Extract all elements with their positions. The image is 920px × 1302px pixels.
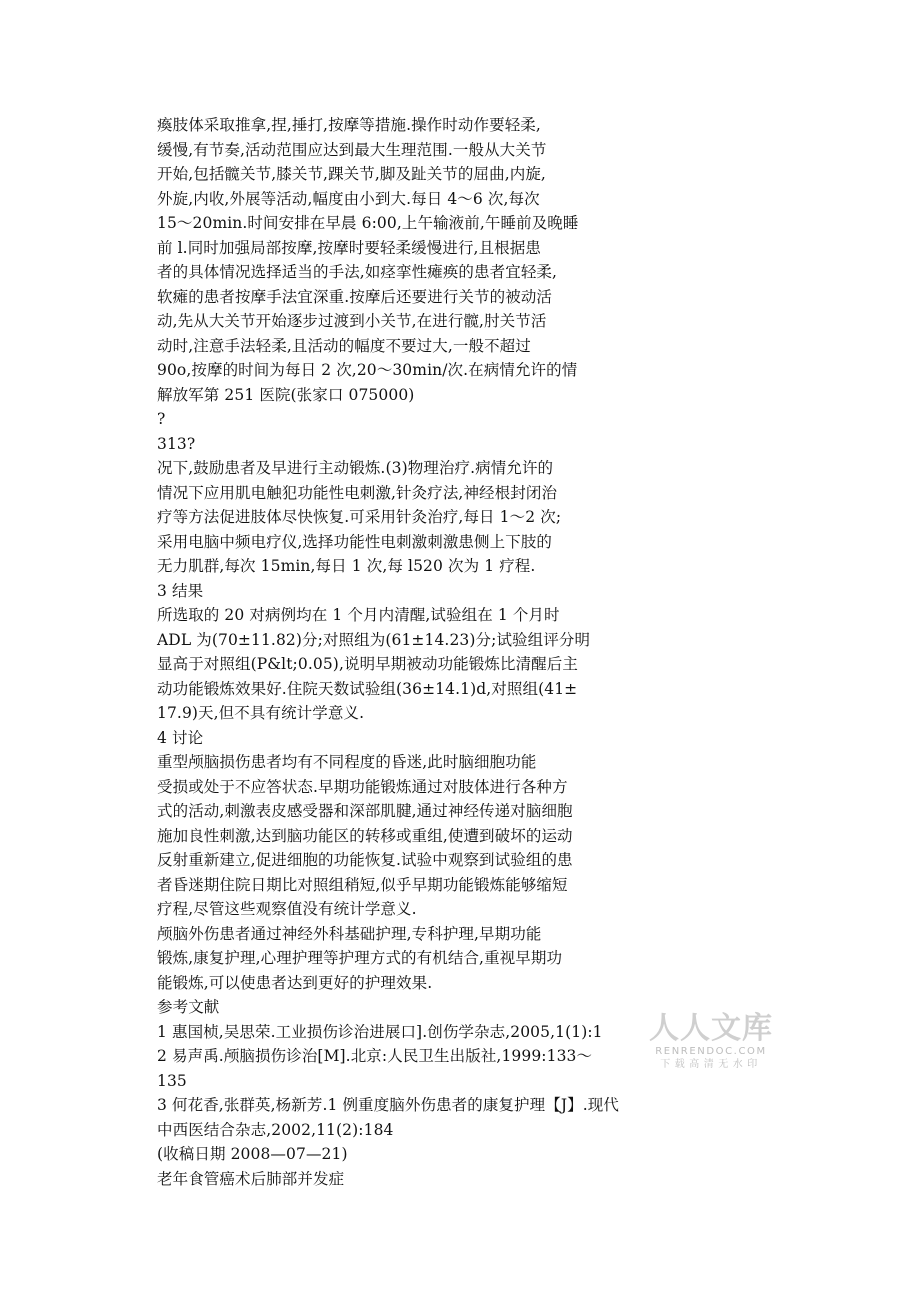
text-line: 2 易声禹.颅脑损伤诊治[M].北京:人民卫生出版社,1999:133～ xyxy=(157,1047,593,1065)
text-line: ? xyxy=(157,410,166,428)
text-line: 3 何花香,张群英,杨新芳.1 例重度脑外伤患者的康复护理【J】.现代 xyxy=(157,1096,620,1114)
watermark-subtitle: 下载高清无水印 xyxy=(660,1059,762,1070)
text-line: 况下,鼓励患者及早进行主动锻炼.(3)物理治疗.病情允许的 xyxy=(157,459,554,477)
text-line: (收稿日期 2008—07—21) xyxy=(157,1145,348,1163)
watermark-logo xyxy=(646,1012,776,1072)
text-line: 老年食管癌术后肺部并发症 xyxy=(157,1169,345,1188)
text-line: 瘓肢体采取推拿,捏,捶打,按摩等措施.操作时动作要轻柔, xyxy=(157,116,541,134)
text-line: 3 结果 xyxy=(157,581,204,600)
text-line: 中西医结合杂志,2002,11(2):184 xyxy=(157,1120,394,1139)
text-line: 锻炼,康复护理,心理护理等护理方式的有机结合,重视早期功 xyxy=(157,949,563,967)
text-line: 313? xyxy=(157,434,196,453)
text-line: ADL 为(70±11.82)分;对照组为(61±14.23)分;试验组评分明 xyxy=(157,630,591,649)
watermark-url: RENRENDOC.COM xyxy=(655,1046,767,1057)
text-line: 能锻炼,可以使患者达到更好的护理效果. xyxy=(157,973,433,992)
text-line: 颅脑外伤患者通过神经外科基础护理,专科护理,早期功能 xyxy=(157,924,542,943)
text-line: 所选取的 20 对病例均在 1 个月内清醒,试验组在 1 个月时 xyxy=(157,606,560,624)
text-line: 4 讨论 xyxy=(157,728,204,747)
text-line: 15～20min.时间安排在早晨 6:00,上午输液前,午睡前及晚睡 xyxy=(157,214,579,232)
text-line: 90o,按摩的时间为每日 2 次,20～30min/次.在病情允许的情 xyxy=(157,361,578,379)
text-line: 显高于对照组(P&lt;0.05),说明早期被动功能锻炼比清醒后主 xyxy=(157,655,578,673)
watermark-title: 人人文库 xyxy=(649,1011,773,1046)
text-line: 受损或处于不应答状态.早期功能锻炼通过对肢体进行各种方 xyxy=(157,777,568,796)
text-line: 反射重新建立,促进细胞的功能恢复.试验中观察到试验组的患 xyxy=(157,851,573,869)
text-line: 缓慢,有节奏,活动范围应达到最大生理范围.一般从大关节 xyxy=(157,140,547,159)
text-line: 动,先从大关节开始逐步过渡到小关节,在进行髋,肘关节活 xyxy=(157,312,547,330)
text-line: 135 xyxy=(157,1071,187,1090)
text-line: 外旋,内收,外展等活动,幅度由小到大.每日 4～6 次,每次 xyxy=(157,189,540,208)
text-line: 解放军第 251 医院(张家口 075000) xyxy=(157,385,415,404)
text-line: 疗程,尽管这些观察值没有统计学意义. xyxy=(157,900,417,918)
text-line: 者昏迷期住院日期比对照组稍短,似乎早期功能锻炼能够缩短 xyxy=(157,875,568,894)
text-line: 采用电脑中频电疗仪,选择功能性电刺激刺激患侧上下肢的 xyxy=(157,532,553,551)
text-line: 情况下应用肌电触犯功能性电刺激,针灸疗法,神经根封闭治 xyxy=(157,483,558,502)
text-line: 1 惠国桢,吴思荣.工业损伤诊治进展口].创伤学杂志,2005,1(1):1 xyxy=(157,1022,603,1041)
text-line: 参考文献 xyxy=(157,998,220,1016)
text-line: 前 l.同时加强局部按摩,按摩时要轻柔缓慢进行,且根据患 xyxy=(157,238,541,257)
text-line: 软瘫的患者按摩手法宜深重.按摩后还要进行关节的被动活 xyxy=(157,287,553,306)
text-line: 者的具体情况选择适当的手法,如痉挛性瘫痪的患者宜轻柔, xyxy=(157,263,558,281)
text-line: 施加良性刺激,达到脑功能区的转移或重组,使遭到破坏的运动 xyxy=(157,826,573,845)
text-line: 动时,注意手法轻柔,且活动的幅度不要过大,一般不超过 xyxy=(157,336,531,355)
text-line: 开始,包括髋关节,膝关节,踝关节,脚及趾关节的屈曲,内旋, xyxy=(157,165,546,183)
text-line: 式的活动,刺激表皮感受器和深部肌腱,通过神经传递对脑细胞 xyxy=(157,802,573,820)
text-line: 重型颅脑损伤患者均有不同程度的昏迷,此时脑细胞功能 xyxy=(157,753,537,771)
text-line: 动功能锻炼效果好.住院天数试验组(36±14.1)d,对照组(41± xyxy=(157,679,578,698)
text-line: 疗等方法促进肢体尽快恢复.可采用针灸治疗,每日 1～2 次; xyxy=(157,508,562,526)
text-line: 17.9)天,但不具有统计学意义. xyxy=(157,704,365,722)
text-line: 无力肌群,每次 15min,每日 1 次,每 l520 次为 1 疗程. xyxy=(157,557,536,575)
